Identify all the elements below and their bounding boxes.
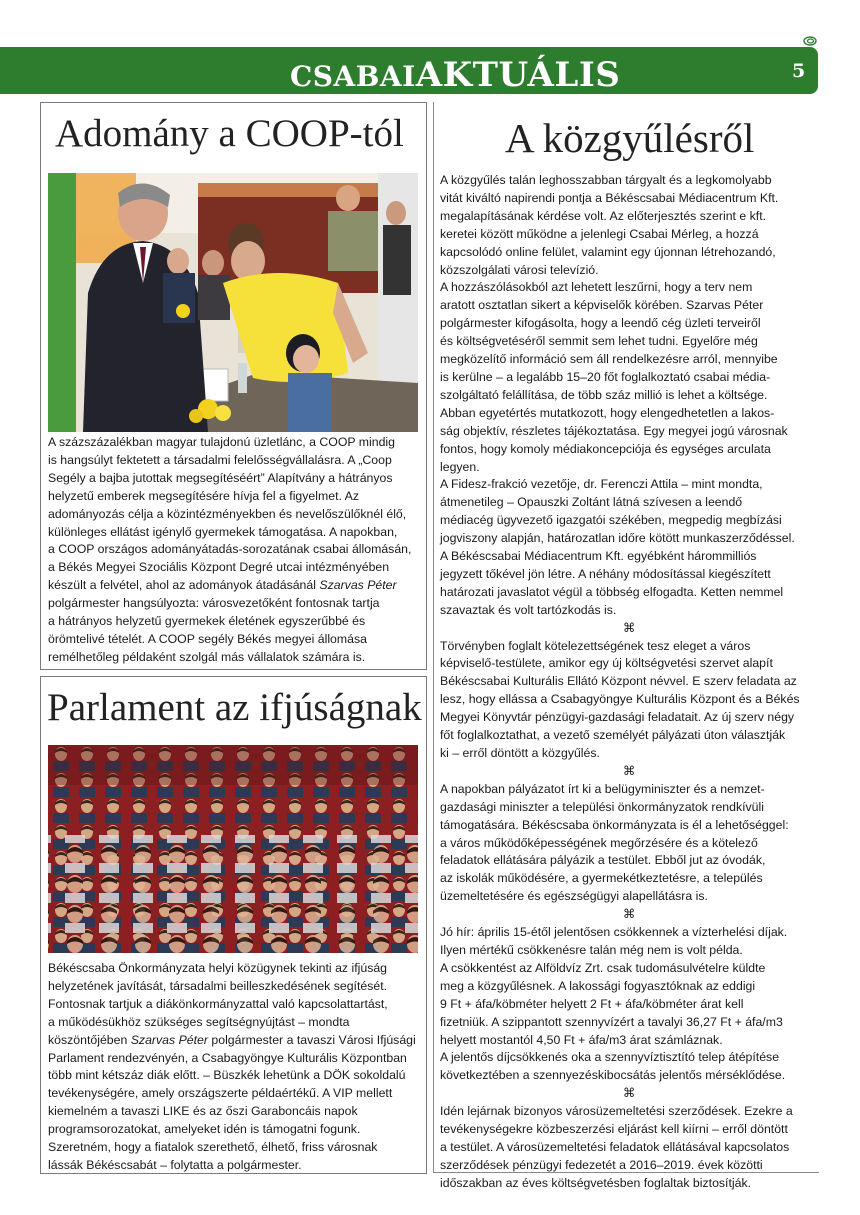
- text-line: tevékenységére, amely országszerte példaértékű. A VIP mellett: [48, 1086, 393, 1101]
- donation-photo-illustration: [48, 173, 418, 432]
- masthead-part-1: CSABAI: [290, 60, 416, 93]
- text-line: Fontosnak tartjuk a diákönkormányzattal való kapcsolattartást,: [48, 996, 388, 1011]
- section-separator-icon: ⌘: [622, 1086, 636, 1101]
- text-line: készült a felvétel, ahol az adományok átadásánál Szarvas Péter: [48, 578, 397, 593]
- text-line: polgármester hangsúlyozta: városvezetőként fontosnak tartja: [48, 596, 380, 611]
- kozgyules-headline: A közgyűlésről: [505, 115, 755, 161]
- text-line: helyzetének javítását, társadalmi beilleszkedésének segítését.: [48, 978, 388, 993]
- section-separator-icon: ⌘: [622, 763, 636, 778]
- text-line: gazdasági miniszter a települési önkormányzatok rendkívüli: [440, 799, 764, 814]
- text-line: időszakban az éves költségvetésben foglaltak biztosítják.: [440, 1175, 752, 1190]
- parlament-article: [40, 676, 427, 1174]
- text-line: helyzetű emberek megsegítésére hívja fel a figyelmet. Az: [48, 488, 359, 503]
- text-line: legyen.: [440, 459, 480, 474]
- text-line: Békéscsabai Kulturális Ellátó Központ névvel. E szerv feladata az: [440, 674, 797, 689]
- text-line: Jó hír: április 15-étől jelentősen csökkennek a vízterhelési díjak.: [440, 925, 788, 940]
- text-line: megalapításának kérdése volt. Az előterjesztés szerint e kft.: [440, 208, 767, 223]
- section-separator-icon: ⌘: [622, 907, 636, 922]
- text-line: Ilyen mértékű csökkenésre talán még nem is volt példa.: [440, 942, 743, 957]
- auditorium-photo: [48, 745, 418, 953]
- text-line: és költségvetéséről semmit sem lehet tudni. Egyelőre még: [440, 334, 758, 349]
- text-line: a Békés Megyei Szociális Központ Degré utcai intézményében: [48, 560, 390, 575]
- text-line: határozati javaslatot végül a többség elfogadta. Ketten nemmel: [440, 584, 784, 599]
- text-line: A Fidesz-frakció vezetője, dr. Ferenczi Attila – mint mondta,: [440, 477, 763, 492]
- text-line: különleges ellátást igénylő gyermekek támogatása. A napokban,: [48, 524, 398, 539]
- text-line: fontos, hogy komoly médiakoncepciója és egységes arculata: [440, 441, 771, 456]
- text-line: jogviszony alapján, határozatlan időre kötött munkaszerződéssel.: [440, 531, 795, 546]
- text-line: A csökkentést az Alföldvíz Zrt. csak tudomásulvételre küldte: [440, 960, 766, 975]
- text-line: köszöntőjében Szarvas Péter polgármester a tavaszi Városi Ifjúsági: [48, 1032, 416, 1047]
- text-line: Megyei Könyvtár pénzügyi-gazdasági feladatait. Az új szerv négy: [440, 710, 795, 725]
- text-line: feladatok ellátására pályázik a testület. Ebből jut az óvodák,: [440, 853, 766, 868]
- coop-body-text: [48, 434, 420, 667]
- text-line: ki – erről döntött a közgyűlés.: [440, 746, 600, 760]
- text-line: az iskolák működésére, a gyermekétkeztetésre, a település: [440, 871, 763, 886]
- text-line: üzemeltetésére és egészségügyi alapellátásra is.: [440, 889, 708, 904]
- text-line: örömtelivé tételét. A COOP segély Békés megyei állomása: [48, 631, 367, 646]
- text-line: meg a közgyűlésnek. A lakossági fogyasztóknak az eddigi: [440, 978, 756, 993]
- text-line: jegyzett tőkével jön létre. A néhány módosítással kiegészített: [440, 566, 771, 581]
- text-line: a működésükhöz szükséges segítségnyújtást – mondta: [48, 1014, 350, 1029]
- text-line: 9 Ft + áfa/köbméter helyett 2 Ft + áfa/köbméter árat kell: [440, 996, 744, 1011]
- text-line: fizetniük. A szippantott szennyvízért a tavalyi 36,27 Ft + áfa/m3: [440, 1014, 783, 1029]
- masthead-part-2: AKTUÁLIS: [415, 55, 621, 95]
- text-line: A hozzászólásokból azt lehetett leszűrni, hogy a terv nem: [440, 280, 753, 295]
- text-line: Törvényben foglalt kötelezettségének tesz eleget a város: [440, 638, 751, 653]
- text-line: Szeretném, hogy a fiatalok szerethető, élhető, friss városnak: [48, 1140, 378, 1155]
- text-line: a COOP országos adományátadás-sorozatának csabai állomásán,: [48, 542, 412, 557]
- text-line: Segély a bajba jutottak megsegítéséért” Alapítvány a hátrányos: [48, 470, 393, 485]
- text-line: A közgyűlés talán leghosszabban tárgyalt és a legkomolyabb: [440, 173, 772, 187]
- text-line: Parlament rendezvényén, a Csabagyöngye Kulturális Központban: [48, 1050, 407, 1065]
- text-line: átmenetileg – Opauszki Zoltánt látná szívesen a leendő: [440, 495, 743, 510]
- parlament-body-text: [48, 960, 420, 1175]
- text-line: médiacég ügyvezető igazgatói székében, megpedig megbízási: [440, 513, 782, 528]
- text-line: A Békéscsabai Médiacentrum Kft. egyébként hárommilliós: [440, 549, 757, 564]
- parlament-headline: Parlament az ifjúságnak: [47, 686, 422, 729]
- text-line: A jelentős díjcsökkenés oka a szennyvíztisztító telep átépítése: [440, 1050, 780, 1065]
- donation-event-photo: [48, 173, 418, 432]
- text-line: képviselő-testülete, amikor egy új költségvetési szervet alapít: [440, 656, 773, 671]
- text-line: Idén lejárnak bizonyos városüzemeltetési szerződések. Ezekre a: [440, 1104, 793, 1119]
- text-line: lássák Békéscsabát – folytatta a polgármester.: [48, 1157, 302, 1172]
- text-line: szolgáltató felállítása, de több száz millió is lehet a költsége.: [440, 387, 768, 402]
- text-line: is kerülne – a legalább 15–20 főt foglalkoztató csabai média-: [440, 369, 771, 384]
- page-number: 5: [792, 60, 806, 82]
- text-line: főt foglalkoztathat, a vezető személyét pályázati úton választják: [440, 728, 786, 743]
- text-line: A napokban pályázatot írt ki a belügyminiszter és a nemzet-: [440, 781, 765, 796]
- text-line: szerződések pénzügyi fedezetét a 2016–2019. évek közötti: [440, 1157, 763, 1172]
- text-line: A százszázalékban magyar tulajdonú üzletlánc, a COOP mindig: [48, 435, 396, 449]
- text-line: Békéscsaba Önkormányzata helyi közügynek tekinti az ifjúság: [48, 961, 388, 975]
- text-line: közszolgálati városi televízió.: [440, 262, 599, 277]
- text-line: aratott osztatlan sikert a képviselők körében. Szarvas Péter: [440, 298, 764, 313]
- coop-headline: Adomány a COOP-tól: [55, 112, 404, 155]
- auditorium-photo-illustration: [48, 745, 418, 953]
- text-line: ság objektív, részletes tájékoztatása. Egy megyei jogú városnak: [440, 423, 788, 438]
- text-line: több mint kétszáz diák előtt. – Büszkék lehetünk a DÖK sokoldalú: [48, 1068, 406, 1083]
- text-line: is hangsúlyt fektetett a társadalmi felelősségvállalásra. A „Coop: [48, 452, 392, 467]
- text-line: tevékenységekre közbeszerzési eljárást kell kiírni – erről döntött: [440, 1122, 788, 1137]
- text-line: a város működőképességének megőrzésére és a kötelező: [440, 835, 758, 850]
- kozgyules-body-text: [440, 172, 818, 1193]
- text-line: kapcsolódó online felület, valamint egy újonnan létrehozandó,: [440, 244, 776, 259]
- text-line: kiemelném a tavaszi LIKE és az őszi Garaboncáis napok: [48, 1104, 358, 1119]
- section-separator-icon: ⌘: [622, 620, 636, 635]
- swirl-logo-icon: [803, 36, 817, 46]
- text-line: keretei között működne a jelenlegi Csabai Mérleg, a hozzá: [440, 226, 759, 241]
- text-line: helyett mostantól 4,50 Ft + áfa/m3 árat számláznak.: [440, 1032, 723, 1047]
- text-line: programsorozatokat, amelyeket idén is támogatni fogunk.: [48, 1122, 361, 1137]
- text-line: a hátrányos helyzetű gyermekek életének egyszerűbbé és: [48, 614, 366, 629]
- text-line: következtében a szennyezéskibocsátás jelentős mérséklődése.: [440, 1068, 786, 1083]
- text-line: a testület. A városüzemeltetési feladatok ellátásával kapcsolatos: [440, 1139, 790, 1154]
- text-line: remélhetőleg példaként szolgál más vállalatok számára is.: [48, 649, 366, 664]
- coop-article: [40, 102, 427, 670]
- text-line: megközelítő információ sem áll rendelkezésre arról, mennyibe: [440, 352, 778, 367]
- text-line: polgármester kifogásolta, hogy a leendő cég üzleti terveiről: [440, 316, 761, 331]
- text-line: támogatására. Békéscsaba önkormányzata is él a lehetőséggel:: [440, 817, 789, 832]
- text-line: szavaztak és volt tartózkodás is.: [440, 602, 617, 617]
- text-line: lesz, hogy ellássa a Csabagyöngye Kulturális Központ és a Békés: [440, 692, 800, 707]
- masthead-title: [290, 55, 620, 95]
- text-line: adományozás célja a közintézményekben és nevelőszülőknél élő,: [48, 506, 407, 521]
- text-line: Abban egyetértés mutatkozott, hogy elengedhetetlen a lakos-: [440, 405, 775, 420]
- column-divider: [433, 102, 434, 1173]
- text-line: vitát kiváltó napirendi pontja a Békéscsabai Médiacentrum Kft.: [440, 190, 779, 205]
